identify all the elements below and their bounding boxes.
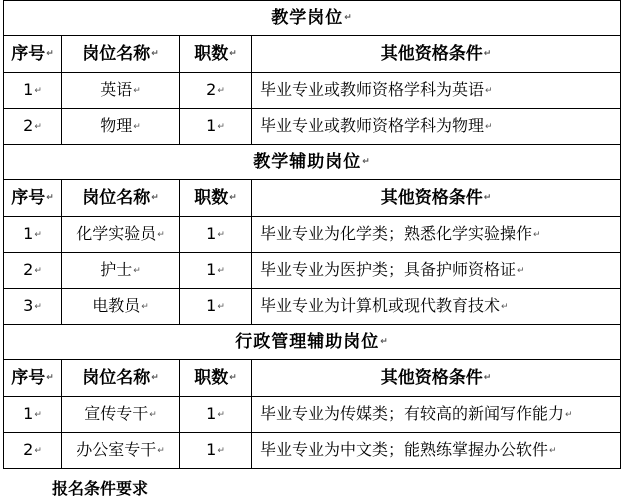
- cell-count: 1↵: [180, 289, 252, 325]
- header-req: 其他资格条件↵: [252, 36, 621, 73]
- cell-name: 英语↵: [62, 73, 180, 109]
- cell-name: 化学实验员↵: [62, 217, 180, 253]
- section-title: 行政管理辅助岗位↵: [4, 325, 621, 360]
- table-row: [4, 397, 621, 433]
- header-count: 职数↵: [180, 180, 252, 217]
- cell-req: 毕业专业或教师资格学科为物理↵: [252, 109, 621, 145]
- cell-req: 毕业专业为计算机或现代教育技术↵: [252, 289, 621, 325]
- header-row: [4, 36, 621, 73]
- cell-req: 毕业专业为医护类；具备护师资格证↵: [252, 253, 621, 289]
- header-no: 序号↵: [4, 180, 62, 217]
- cell-req: 毕业专业为传媒类；有较高的新闻写作能力↵: [252, 397, 621, 433]
- positions-table: [3, 0, 621, 469]
- table-row: [4, 433, 621, 469]
- header-row: [4, 360, 621, 397]
- cell-req: 毕业专业为中文类；能熟练掌握办公软件↵: [252, 433, 621, 469]
- table-row: [4, 253, 621, 289]
- table-row: [4, 289, 621, 325]
- header-no: 序号↵: [4, 36, 62, 73]
- header-req: 其他资格条件↵: [252, 360, 621, 397]
- cell-name: 护士↵: [62, 253, 180, 289]
- cell-no: 1↵: [4, 397, 62, 433]
- header-name: 岗位名称↵: [62, 360, 180, 397]
- cell-req: 毕业专业为化学类；熟悉化学实验操作↵: [252, 217, 621, 253]
- table-row: [4, 73, 621, 109]
- cell-name: 宣传专干↵: [62, 397, 180, 433]
- header-name: 岗位名称↵: [62, 36, 180, 73]
- cell-no: 2↵: [4, 253, 62, 289]
- header-count: 职数↵: [180, 36, 252, 73]
- section-title-row: [4, 1, 621, 36]
- cell-no: 2↵: [4, 433, 62, 469]
- cell-count: 1↵: [180, 397, 252, 433]
- cell-count: 2↵: [180, 73, 252, 109]
- cell-name: 办公室专干↵: [62, 433, 180, 469]
- section-title: 教学岗位↵: [4, 1, 621, 36]
- cell-req: 毕业专业或教师资格学科为英语↵: [252, 73, 621, 109]
- cell-no: 2↵: [4, 109, 62, 145]
- cell-count: 1↵: [180, 253, 252, 289]
- table-row: [4, 217, 621, 253]
- cell-name: 物理↵: [62, 109, 180, 145]
- header-no: 序号↵: [4, 360, 62, 397]
- section-title-row: [4, 145, 621, 180]
- header-req: 其他资格条件↵: [252, 180, 621, 217]
- cell-count: 1↵: [180, 433, 252, 469]
- section-title: 教学辅助岗位↵: [4, 145, 621, 180]
- cell-no: 1↵: [4, 217, 62, 253]
- header-name: 岗位名称↵: [62, 180, 180, 217]
- footnote-heading: 报名条件要求: [52, 479, 149, 498]
- header-row: [4, 180, 621, 217]
- cell-count: 1↵: [180, 109, 252, 145]
- cell-no: 1↵: [4, 73, 62, 109]
- header-count: 职数↵: [180, 360, 252, 397]
- cell-name: 电教员↵: [62, 289, 180, 325]
- cell-no: 3↵: [4, 289, 62, 325]
- table-row: [4, 109, 621, 145]
- cell-count: 1↵: [180, 217, 252, 253]
- section-title-row: [4, 325, 621, 360]
